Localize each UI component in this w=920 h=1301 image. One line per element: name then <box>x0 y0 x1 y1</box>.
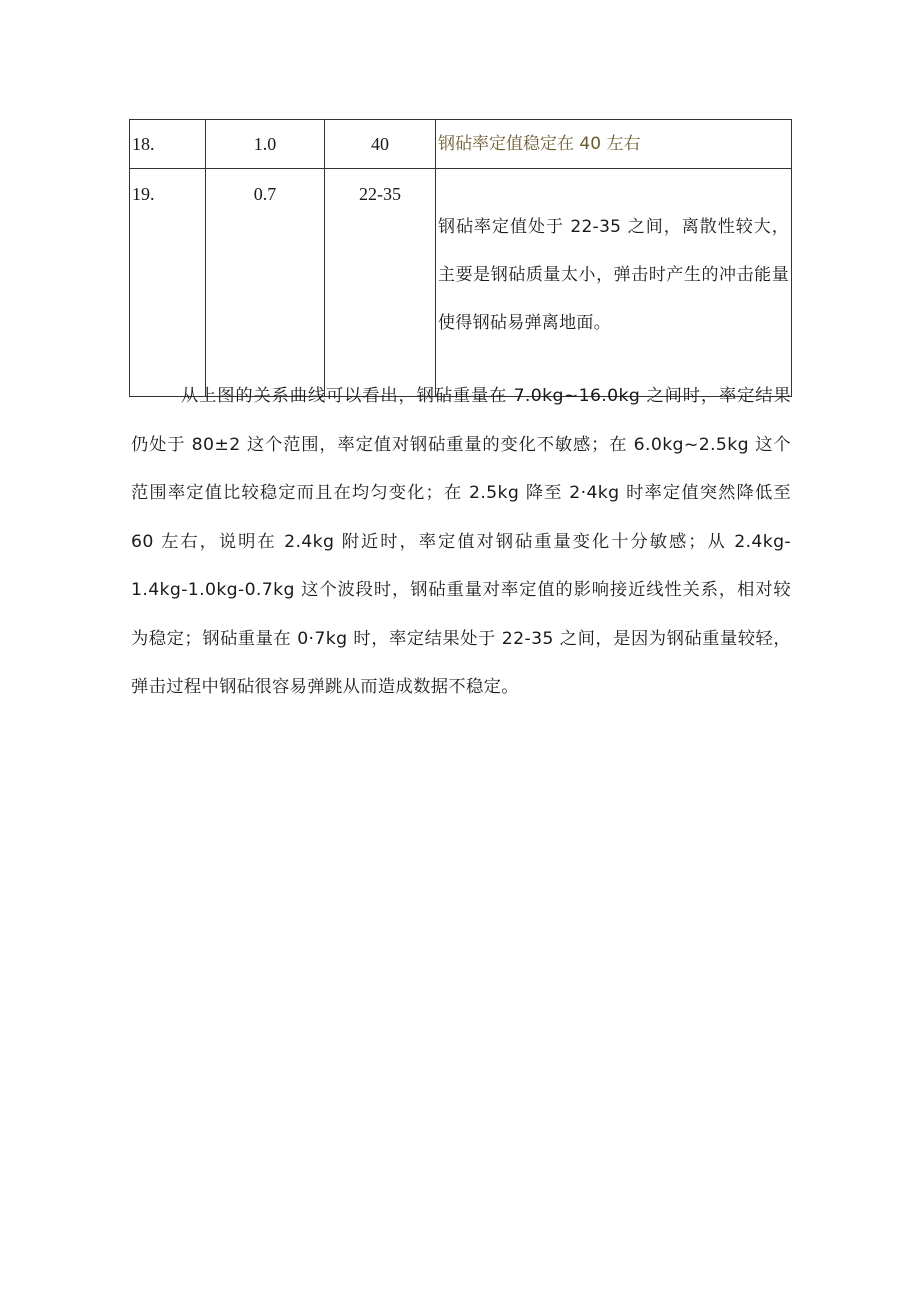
calibration-table <box>129 119 792 397</box>
anvil-weight-cell: 0.7 <box>206 169 325 397</box>
row-index-cell: 19. <box>130 169 206 397</box>
remark-cell: 钢砧率定值稳定在 40 左右 <box>436 120 792 169</box>
row-index-cell: 18. <box>130 120 206 169</box>
remark-cell: 钢砧率定值处于 22-35 之间，离散性较大，主要是钢砧质量太小，弹击时产生的冲击能量使得钢砧易弹离地面。 <box>436 169 792 397</box>
calibration-value-cell: 40 <box>325 120 436 169</box>
anvil-weight-cell: 1.0 <box>206 120 325 169</box>
table-row <box>130 169 792 397</box>
analysis-paragraph: 从上图的关系曲线可以看出，钢砧重量在 7.0kg~16.0kg 之间时，率定结果仍处于 80±2 这个范围，率定值对钢砧重量的变化不敏感；在 6.0kg~2.5kg 这个范围率定值比较稳定而且在均匀变化；在 2.5kg 降至 2·4kg 时率定值突然降低至 60 左右，说明在 2.4kg 附近时，率定值对钢砧重量变化十分敏感；从 2.4kg-1.4kg-1.0kg-0.7kg 这个波段时，钢砧重量对率定值的影响接近线性关系，相对较为稳定；钢砧重量在 0·7kg 时，率定结果处于 22-35 之间，是因为钢砧重量较轻，弹击过程中钢砧很容易弹跳从而造成数据不稳定。 <box>131 386 791 697</box>
table-row <box>130 120 792 169</box>
calibration-value-cell: 22-35 <box>325 169 436 397</box>
